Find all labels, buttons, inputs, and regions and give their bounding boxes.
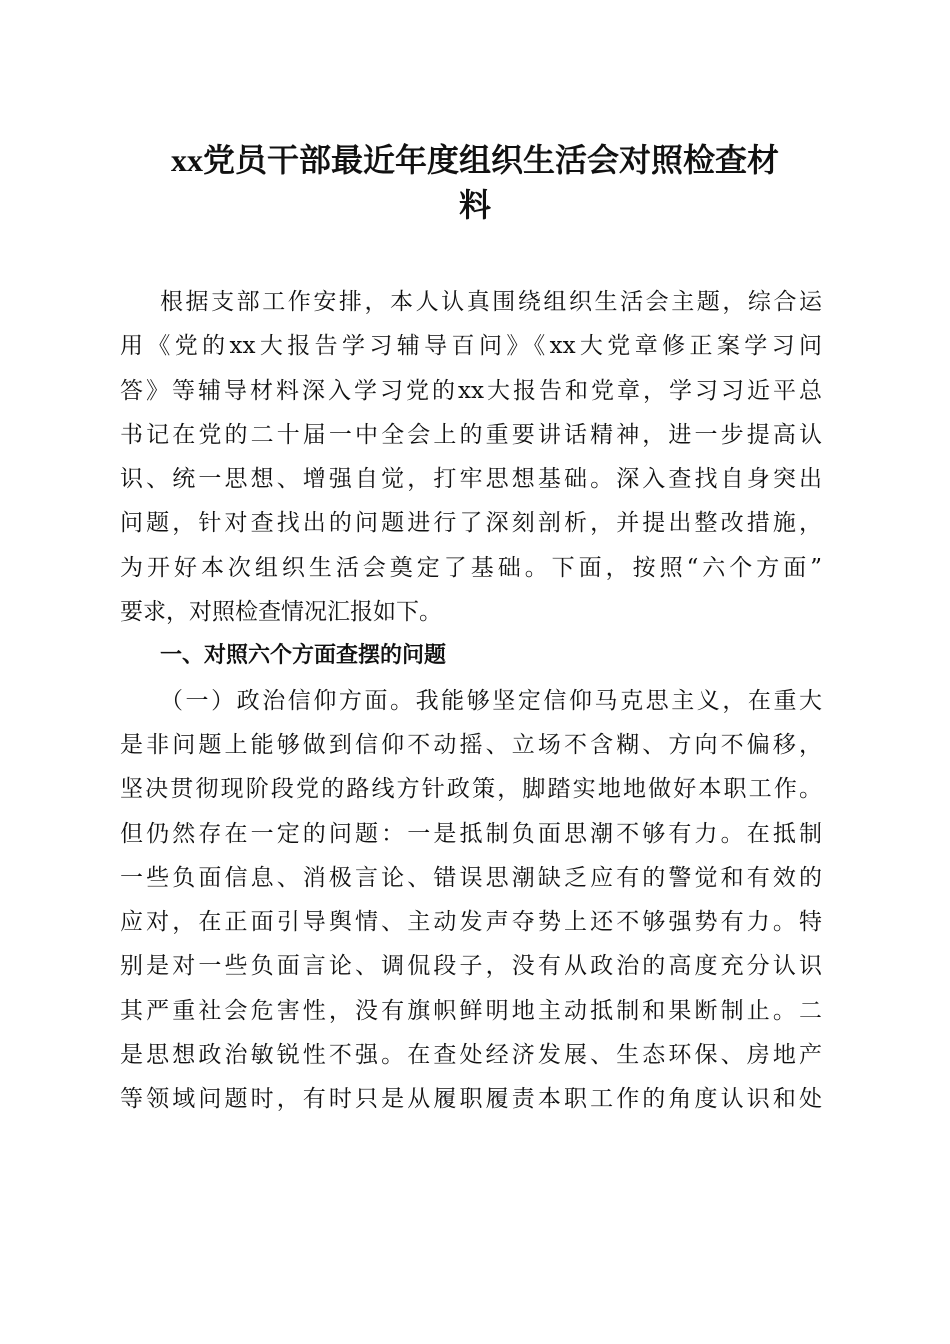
text-line: 应对，在正面引导舆情、主动发声夺势上还不够强势有力。特 xyxy=(120,909,822,936)
text-line: 根据支部工作安排，本人认真围绕组织生活会主题，综合运 xyxy=(160,289,822,315)
text-line: 问题，针对查找出的问题进行了深刻剖析，并提出整改措施， xyxy=(120,510,822,537)
section1-paragraph xyxy=(120,679,822,1122)
text-line: （一）政治信仰方面。我能够坚定信仰马克思主义，在重大 xyxy=(160,687,822,714)
text-line: 是非问题上能够做到信仰不动摇、立场不含糊、方向不偏移， xyxy=(120,731,822,758)
text-line: 是思想政治敏锐性不强。在查处经济发展、生态环保、房地产 xyxy=(120,1042,822,1069)
text-line: 等领域问题时，有时只是从履职履责本职工作的角度认识和处 xyxy=(120,1086,822,1113)
intro-paragraph xyxy=(120,280,822,634)
text-line: 别是对一些负面言论、调侃段子，没有从政治的高度充分认识 xyxy=(120,953,822,980)
text-line: 其严重社会危害性，没有旗帜鲜明地主动抵制和果断制止。二 xyxy=(120,997,822,1024)
text-line: 一些负面信息、消极言论、错误思潮缺乏应有的警觉和有效的 xyxy=(120,864,822,891)
title-line-1: xx党员干部最近年度组织生活会对照检查材 xyxy=(170,142,779,178)
text-line: 识、统一思想、增强自觉，打牢思想基础。深入查找自身突出 xyxy=(120,466,822,493)
document-title xyxy=(120,138,830,228)
text-line: 要求，对照检查情况汇报如下。 xyxy=(120,599,442,626)
text-line: 但仍然存在一定的问题：一是抵制负面思潮不够有力。在抵制 xyxy=(120,820,822,847)
text-line: 答》等辅导材料深入学习党的xx大报告和党章，学习习近平总 xyxy=(120,377,822,404)
text-line: 用《党的xx大报告学习辅导百问》《xx大党章修正案学习问 xyxy=(120,333,822,360)
title-line-2: 料 xyxy=(458,187,491,223)
text-line: 书记在党的二十届一中全会上的重要讲话精神，进一步提高认 xyxy=(120,421,822,448)
document-body xyxy=(120,280,822,1122)
text-line: 为开好本次组织生活会奠定了基础。下面，按照“六个方面” xyxy=(120,554,822,581)
text-line: 坚决贯彻现阶段党的路线方针政策，脚踏实地地做好本职工作。 xyxy=(120,776,822,803)
section-heading: 一、对照六个方面查摆的问题 xyxy=(160,643,447,669)
